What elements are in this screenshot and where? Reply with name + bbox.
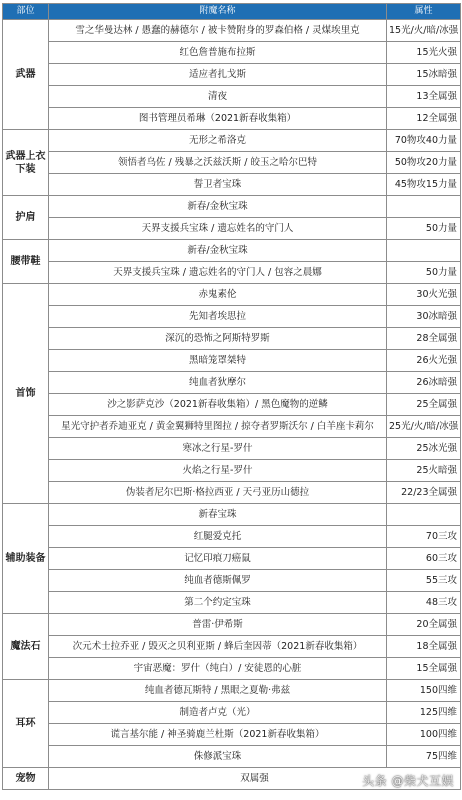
attr-cell: 15光/火/暗/冰强 <box>387 20 461 42</box>
part-cell: 魔法石 <box>3 614 49 680</box>
table-row <box>3 20 461 42</box>
part-cell: 宠物 <box>3 768 49 790</box>
name-cell: 深沉的恐怖之阿斯特罗斯 <box>49 328 387 350</box>
name-cell: 赤鬼素伦 <box>49 284 387 306</box>
name-cell: 纯血者狄摩尔 <box>49 372 387 394</box>
name-cell: 红色詹普施布拉斯 <box>49 42 387 64</box>
part-cell: 护肩 <box>3 196 49 240</box>
table-row <box>3 504 461 526</box>
table-row <box>3 174 461 196</box>
attr-cell: 12全属强 <box>387 108 461 130</box>
table-row <box>3 42 461 64</box>
table-row <box>3 306 461 328</box>
table-row <box>3 108 461 130</box>
part-cell: 武器上衣下装 <box>3 130 49 196</box>
name-cell: 谎言基尔能 / 神圣骑鹿兰杜斯（2021新春收集箱） <box>49 724 387 746</box>
attr-cell: 30火光强 <box>387 284 461 306</box>
attr-cell <box>387 196 461 218</box>
name-cell: 适应者扎戈斯 <box>49 64 387 86</box>
attr-cell: 26冰暗强 <box>387 372 461 394</box>
name-cell: 誓卫者宝珠 <box>49 174 387 196</box>
table-row <box>3 702 461 724</box>
name-cell: 火焰之行星-罗什 <box>49 460 387 482</box>
table-row <box>3 64 461 86</box>
table-row <box>3 240 461 262</box>
name-cell: 纯血者德斯佩罗 <box>49 570 387 592</box>
name-cell: 雪之华曼达林 / 愚蠢的赫德尔 / 被卡赞附身的罗森伯格 / 灵煤埃里克 <box>49 20 387 42</box>
table-row <box>3 328 461 350</box>
table-row <box>3 372 461 394</box>
attr-cell: 100四维 <box>387 724 461 746</box>
name-cell: 黑暗笼罩桀特 <box>49 350 387 372</box>
table-row <box>3 130 461 152</box>
attr-cell: 55三攻 <box>387 570 461 592</box>
attr-cell: 20全属强 <box>387 614 461 636</box>
attr-cell: 60三攻 <box>387 548 461 570</box>
attr-cell: 45物攻15力量 <box>387 174 461 196</box>
table-row <box>3 262 461 284</box>
watermark: 头条 @柴犬互娱 <box>362 774 454 788</box>
name-cell: 无形之希洛克 <box>49 130 387 152</box>
attr-cell: 28全属强 <box>387 328 461 350</box>
attr-cell: 13全属强 <box>387 86 461 108</box>
attr-cell: 15冰暗强 <box>387 64 461 86</box>
name-cell: 制造者卢克（光） <box>49 702 387 724</box>
name-cell: 红腿爱克托 <box>49 526 387 548</box>
name-cell: 星光守护者乔迪亚克 / 黄金翼狮特里图拉 / 掠夺者罗斯沃尔 / 白羊座卡莉尔 <box>49 416 387 438</box>
name-cell: 次元术士拉乔亚 / 毁灭之贝利亚斯 / 蜂后奎因蒂（2021新春收集箱） <box>49 636 387 658</box>
enchant-table <box>2 3 461 790</box>
attr-cell: 25火暗强 <box>387 460 461 482</box>
name-cell: 普雷·伊希斯 <box>49 614 387 636</box>
attr-cell: 70物攻40力量 <box>387 130 461 152</box>
name-cell: 新春/金秋宝珠 <box>49 196 387 218</box>
attr-cell <box>387 240 461 262</box>
name-cell: 侏修派宝珠 <box>49 746 387 768</box>
table-row <box>3 548 461 570</box>
attr-cell: 75四维 <box>387 746 461 768</box>
part-cell: 武器 <box>3 20 49 130</box>
table-row <box>3 482 461 504</box>
part-cell: 耳环 <box>3 680 49 768</box>
name-cell: 记忆印痕刀癌鼠 <box>49 548 387 570</box>
table-body <box>3 20 461 768</box>
attr-cell: 150四维 <box>387 680 461 702</box>
table-row <box>3 394 461 416</box>
table-row <box>3 350 461 372</box>
name-cell: 清夜 <box>49 86 387 108</box>
attr-cell: 15光火强 <box>387 42 461 64</box>
attr-cell: 25全属强 <box>387 394 461 416</box>
name-cell: 双属强 <box>49 768 461 790</box>
table-row <box>3 460 461 482</box>
name-cell: 纯血者德瓦斯特 / 黑眼之夏勒·弗兹 <box>49 680 387 702</box>
attr-cell: 15全属强 <box>387 658 461 680</box>
name-cell: 新春/金秋宝珠 <box>49 240 387 262</box>
table-row <box>3 592 461 614</box>
table-row <box>3 636 461 658</box>
table-row <box>3 218 461 240</box>
part-cell: 辅助装备 <box>3 504 49 614</box>
table-row <box>3 152 461 174</box>
attr-cell: 48三攻 <box>387 592 461 614</box>
attr-cell: 50力量 <box>387 262 461 284</box>
attr-cell: 70三攻 <box>387 526 461 548</box>
table-row <box>3 658 461 680</box>
table-row <box>3 680 461 702</box>
name-cell: 新春宝珠 <box>49 504 387 526</box>
attr-cell: 25光/火/暗/冰强 <box>387 416 461 438</box>
header-attr: 属性 <box>387 4 461 20</box>
table-row <box>3 416 461 438</box>
name-cell: 天界支援兵宝珠 / 遗忘姓名的守门人 <box>49 218 387 240</box>
header-name: 附魔名称 <box>49 4 387 20</box>
name-cell: 图书管理员希琳（2021新春收集箱） <box>49 108 387 130</box>
name-cell: 领悟者乌佐 / 残暴之沃兹沃斯 / 皎玉之哈尔巴特 <box>49 152 387 174</box>
attr-cell <box>387 504 461 526</box>
table-row <box>3 570 461 592</box>
attr-cell: 50物攻20力量 <box>387 152 461 174</box>
table-row <box>3 196 461 218</box>
table-row <box>3 746 461 768</box>
table-row <box>3 284 461 306</box>
table-row <box>3 614 461 636</box>
header-row <box>3 4 461 20</box>
attr-cell: 30冰暗强 <box>387 306 461 328</box>
part-cell: 腰带鞋 <box>3 240 49 284</box>
name-cell: 先知者埃思拉 <box>49 306 387 328</box>
name-cell: 第二个约定宝珠 <box>49 592 387 614</box>
table-row <box>3 438 461 460</box>
table-row <box>3 86 461 108</box>
attr-cell: 25冰光强 <box>387 438 461 460</box>
name-cell: 宇宙恶魔：罗什（纯白）/ 安徒恩的心脏 <box>49 658 387 680</box>
attr-cell: 26火光强 <box>387 350 461 372</box>
header-part: 部位 <box>3 4 49 20</box>
attr-cell: 50力量 <box>387 218 461 240</box>
table-row <box>3 526 461 548</box>
name-cell: 伪装者尼尔巴斯·格拉西亚 / 天弓亚历山德拉 <box>49 482 387 504</box>
name-cell: 天界支援兵宝珠 / 遗忘姓名的守门人 / 包容之晨娜 <box>49 262 387 284</box>
name-cell: 寒冰之行星-罗什 <box>49 438 387 460</box>
attr-cell: 22/23全属强 <box>387 482 461 504</box>
attr-cell: 18全属强 <box>387 636 461 658</box>
part-cell: 首饰 <box>3 284 49 504</box>
name-cell: 沙之影萨克沙（2021新春收集箱）/ 黑色魔物的逆鳞 <box>49 394 387 416</box>
attr-cell: 125四维 <box>387 702 461 724</box>
table-row <box>3 724 461 746</box>
